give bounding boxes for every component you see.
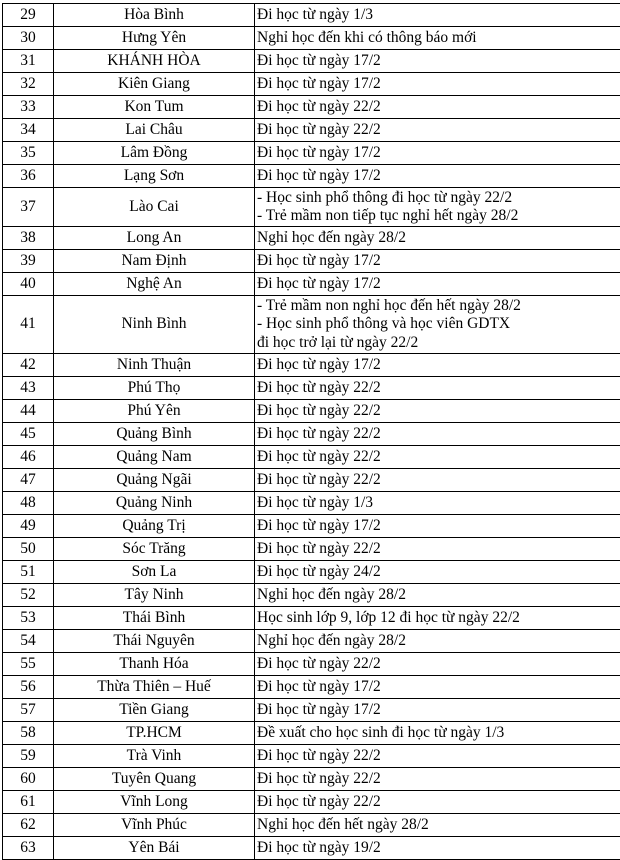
table-body (3, 4, 620, 860)
note-line: Đi học từ ngày 22/2 (257, 98, 620, 116)
province-name-cell: Thái Nguyên (54, 629, 255, 652)
schedule-note-cell (255, 27, 620, 50)
table-row (3, 468, 620, 491)
row-index-cell: 60 (3, 767, 54, 790)
table-row (3, 790, 620, 813)
province-name-cell: Yên Bái (54, 836, 255, 859)
row-index-cell: 39 (3, 250, 54, 273)
province-name-cell: Tuyên Quang (54, 767, 255, 790)
row-index-cell: 44 (3, 399, 54, 422)
table-row (3, 560, 620, 583)
note-line: Đi học từ ngày 1/3 (257, 494, 620, 512)
note-line: Đi học từ ngày 17/2 (257, 678, 620, 696)
row-index-cell: 51 (3, 560, 54, 583)
note-line: Nghỉ học đến ngày 28/2 (257, 586, 620, 604)
row-index-cell: 29 (3, 4, 54, 27)
table-row (3, 296, 620, 353)
row-index-cell: 30 (3, 27, 54, 50)
schedule-note-cell (255, 514, 620, 537)
row-index-cell: 45 (3, 422, 54, 445)
row-index-cell: 48 (3, 491, 54, 514)
schedule-note-cell (255, 296, 620, 353)
province-name-cell: Lạng Sơn (54, 165, 255, 188)
note-line: Nghỉ học đến khi có thông báo mới (257, 29, 620, 47)
schedule-note-cell (255, 250, 620, 273)
schedule-note-cell (255, 188, 620, 227)
note-line: Đi học từ ngày 22/2 (257, 402, 620, 420)
province-name-cell: Ninh Bình (54, 296, 255, 353)
row-index-cell: 52 (3, 583, 54, 606)
table-row (3, 353, 620, 376)
note-line: Đi học từ ngày 24/2 (257, 563, 620, 581)
schedule-note-cell (255, 675, 620, 698)
schedule-note-cell (255, 353, 620, 376)
note-line: Đi học từ ngày 22/2 (257, 121, 620, 139)
row-index-cell: 53 (3, 606, 54, 629)
province-name-cell: Quảng Bình (54, 422, 255, 445)
province-name-cell: Hưng Yên (54, 27, 255, 50)
table-row (3, 629, 620, 652)
province-name-cell: Nghệ An (54, 273, 255, 296)
row-index-cell: 54 (3, 629, 54, 652)
table-row (3, 227, 620, 250)
row-index-cell: 56 (3, 675, 54, 698)
row-index-cell: 49 (3, 514, 54, 537)
province-name-cell: Lai Châu (54, 119, 255, 142)
table-row (3, 188, 620, 227)
table-row (3, 836, 620, 859)
note-line: Đi học từ ngày 17/2 (257, 275, 620, 293)
table-row (3, 50, 620, 73)
note-line: Đi học từ ngày 17/2 (257, 144, 620, 162)
province-name-cell: Thanh Hóa (54, 652, 255, 675)
table-row (3, 445, 620, 468)
note-line: - Học sinh phổ thông đi học từ ngày 22/2 (257, 189, 620, 207)
province-name-cell: KHÁNH HÒA (54, 50, 255, 73)
schedule-note-cell (255, 50, 620, 73)
table-row (3, 675, 620, 698)
schedule-note-cell (255, 836, 620, 859)
province-name-cell: Quảng Ninh (54, 491, 255, 514)
schedule-note-cell (255, 399, 620, 422)
schedule-note-cell (255, 422, 620, 445)
table-row (3, 606, 620, 629)
province-name-cell: Vĩnh Phúc (54, 813, 255, 836)
note-line: Đi học từ ngày 22/2 (257, 425, 620, 443)
row-index-cell: 63 (3, 836, 54, 859)
note-line: Đi học từ ngày 22/2 (257, 770, 620, 788)
row-index-cell: 42 (3, 353, 54, 376)
province-name-cell: Lào Cai (54, 188, 255, 227)
note-line: Nghỉ học đến ngày 28/2 (257, 632, 620, 650)
note-line: Đi học từ ngày 17/2 (257, 167, 620, 185)
table-row (3, 273, 620, 296)
schedule-note-cell (255, 468, 620, 491)
row-index-cell: 57 (3, 698, 54, 721)
row-index-cell: 40 (3, 273, 54, 296)
province-name-cell: Tây Ninh (54, 583, 255, 606)
note-line: Đề xuất cho học sinh đi học từ ngày 1/3 (257, 724, 620, 742)
schedule-note-cell (255, 629, 620, 652)
province-name-cell: Sóc Trăng (54, 537, 255, 560)
table-row (3, 583, 620, 606)
row-index-cell: 37 (3, 188, 54, 227)
note-line: Đi học từ ngày 17/2 (257, 356, 620, 374)
schedule-note-cell (255, 583, 620, 606)
schedule-note-cell (255, 767, 620, 790)
province-name-cell: Kon Tum (54, 96, 255, 119)
row-index-cell: 41 (3, 296, 54, 353)
schedule-note-cell (255, 96, 620, 119)
schedule-note-cell (255, 119, 620, 142)
table-row (3, 698, 620, 721)
note-line: Đi học từ ngày 22/2 (257, 379, 620, 397)
schedule-note-cell (255, 491, 620, 514)
province-name-cell: TP.HCM (54, 721, 255, 744)
note-line: Đi học từ ngày 22/2 (257, 655, 620, 673)
row-index-cell: 55 (3, 652, 54, 675)
table-row (3, 514, 620, 537)
table-row (3, 119, 620, 142)
note-line: đi học trở lại từ ngày 22/2 (257, 334, 620, 352)
province-name-cell: Nam Định (54, 250, 255, 273)
note-line: Đi học từ ngày 19/2 (257, 839, 620, 857)
table-row (3, 142, 620, 165)
province-name-cell: Trà Vinh (54, 744, 255, 767)
province-name-cell: Quảng Trị (54, 514, 255, 537)
table-row (3, 744, 620, 767)
note-line: Nghỉ học đến hết ngày 28/2 (257, 816, 620, 834)
province-name-cell: Long An (54, 227, 255, 250)
schedule-note-cell (255, 813, 620, 836)
note-line: - Học sinh phổ thông và học viên GDTX (257, 315, 620, 333)
province-name-cell: Sơn La (54, 560, 255, 583)
note-line: Đi học từ ngày 22/2 (257, 471, 620, 489)
table-row (3, 165, 620, 188)
province-name-cell: Quảng Nam (54, 445, 255, 468)
province-name-cell: Ninh Thuận (54, 353, 255, 376)
table-row (3, 399, 620, 422)
schedule-note-cell (255, 142, 620, 165)
note-line: Đi học từ ngày 17/2 (257, 75, 620, 93)
province-name-cell: Thái Bình (54, 606, 255, 629)
schedule-note-cell (255, 165, 620, 188)
note-line: Đi học từ ngày 17/2 (257, 701, 620, 719)
province-name-cell: Tiền Giang (54, 698, 255, 721)
province-name-cell: Vĩnh Long (54, 790, 255, 813)
schedule-note-cell (255, 376, 620, 399)
province-name-cell: Lâm Đồng (54, 142, 255, 165)
schedule-note-cell (255, 560, 620, 583)
row-index-cell: 31 (3, 50, 54, 73)
note-line: Đi học từ ngày 22/2 (257, 540, 620, 558)
table-row (3, 96, 620, 119)
province-name-cell: Kiên Giang (54, 73, 255, 96)
row-index-cell: 33 (3, 96, 54, 119)
table-row (3, 767, 620, 790)
table-row (3, 652, 620, 675)
province-name-cell: Thừa Thiên – Huế (54, 675, 255, 698)
table-row (3, 721, 620, 744)
row-index-cell: 46 (3, 445, 54, 468)
row-index-cell: 32 (3, 73, 54, 96)
schedule-note-cell (255, 698, 620, 721)
table-row (3, 376, 620, 399)
table-row (3, 422, 620, 445)
note-line: Đi học từ ngày 22/2 (257, 793, 620, 811)
schedule-note-cell (255, 652, 620, 675)
row-index-cell: 62 (3, 813, 54, 836)
table-row (3, 4, 620, 27)
schedule-note-cell (255, 721, 620, 744)
row-index-cell: 38 (3, 227, 54, 250)
schedule-note-cell (255, 227, 620, 250)
schedule-note-cell (255, 790, 620, 813)
row-index-cell: 35 (3, 142, 54, 165)
note-line: Đi học từ ngày 22/2 (257, 747, 620, 765)
row-index-cell: 43 (3, 376, 54, 399)
note-line: Đi học từ ngày 22/2 (257, 448, 620, 466)
province-name-cell: Phú Yên (54, 399, 255, 422)
schedule-note-cell (255, 273, 620, 296)
table-row (3, 537, 620, 560)
table-row (3, 250, 620, 273)
schedule-note-cell (255, 4, 620, 27)
province-name-cell: Quảng Ngãi (54, 468, 255, 491)
schedule-note-cell (255, 606, 620, 629)
note-line: Nghỉ học đến ngày 28/2 (257, 229, 620, 247)
note-line: Đi học từ ngày 17/2 (257, 252, 620, 270)
row-index-cell: 50 (3, 537, 54, 560)
row-index-cell: 34 (3, 119, 54, 142)
row-index-cell: 58 (3, 721, 54, 744)
table-row (3, 813, 620, 836)
schedule-note-cell (255, 445, 620, 468)
note-line: - Trẻ mầm non tiếp tục nghỉ hết ngày 28/2 (257, 207, 620, 225)
province-name-cell: Hòa Bình (54, 4, 255, 27)
table-row (3, 491, 620, 514)
row-index-cell: 47 (3, 468, 54, 491)
schedule-note-cell (255, 73, 620, 96)
table-row (3, 73, 620, 96)
row-index-cell: 61 (3, 790, 54, 813)
note-line: Đi học từ ngày 17/2 (257, 517, 620, 535)
row-index-cell: 59 (3, 744, 54, 767)
table-row (3, 27, 620, 50)
province-schedule-table (2, 3, 620, 860)
note-line: Đi học từ ngày 17/2 (257, 52, 620, 70)
province-name-cell: Phú Thọ (54, 376, 255, 399)
note-line: Học sinh lớp 9, lớp 12 đi học từ ngày 22/2 (257, 609, 620, 627)
note-line: - Trẻ mầm non nghỉ học đến hết ngày 28/2 (257, 297, 620, 315)
schedule-note-cell (255, 537, 620, 560)
note-line: Đi học từ ngày 1/3 (257, 6, 620, 24)
row-index-cell: 36 (3, 165, 54, 188)
schedule-note-cell (255, 744, 620, 767)
